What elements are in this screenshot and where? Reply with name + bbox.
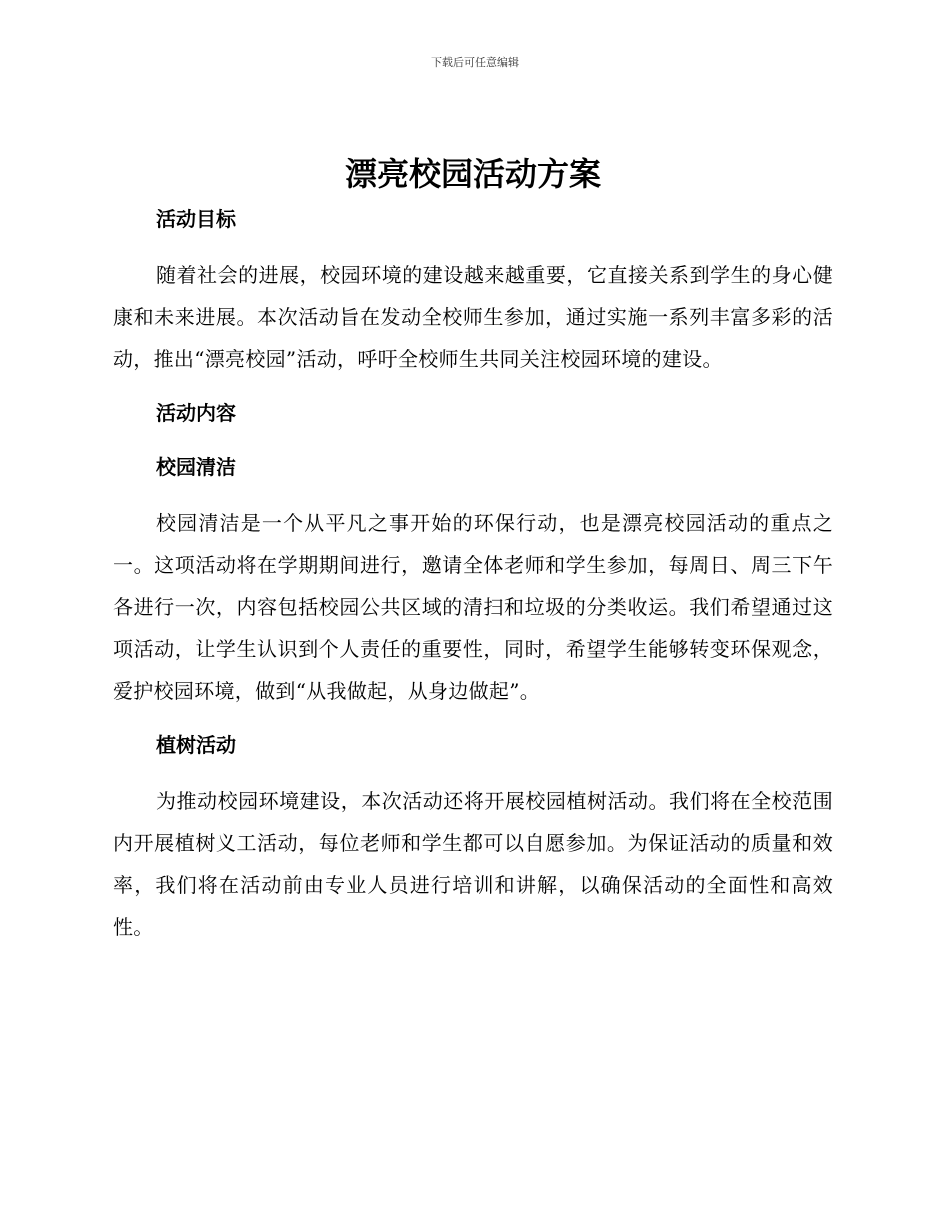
page-header-note: 下载后可任意编辑 [431, 56, 519, 69]
section-heading-content: 活动内容 [156, 401, 236, 425]
document-title: 漂亮校园活动方案 [344, 155, 601, 193]
document-body [113, 150, 833, 948]
paragraph-cleaning: 校园清洁是一个从平凡之事开始的环保行动，也是漂亮校园活动的重点之一。这项活动将在学期期间进行，邀请全体老师和学生参加，每周日、周三下午各进行一次，内容包括校园公共区域的清扫和垃圾的分类收运。我们希望通过这项活动，让学生认识到个人责任的重要性，同时，希望学生能够转变环保观念，爱护校园环境，做到“从我做起，从身边做起”。 [113, 511, 833, 703]
subsection-heading-cleaning: 校园清洁 [156, 455, 236, 479]
section-heading-goal: 活动目标 [156, 207, 236, 231]
paragraph-trees: 为推动校园环境建设，本次活动还将开展校园植树活动。我们将在全校范围内开展植树义工活动，每位老师和学生都可以自愿参加。为保证活动的质量和效率，我们将在活动前由专业人员进行培训和讲解，以确保活动的全面性和高效性。 [113, 789, 833, 939]
subsection-heading-trees: 植树活动 [156, 733, 236, 757]
paragraph-goal: 随着社会的进展，校园环境的建设越来越重要，它直接关系到学生的身心健康和未来进展。本次活动旨在发动全校师生参加，通过实施一系列丰富多彩的活动，推出“漂亮校园”活动，呼吁全校师生共同关注校园环境的建设。 [113, 263, 833, 371]
